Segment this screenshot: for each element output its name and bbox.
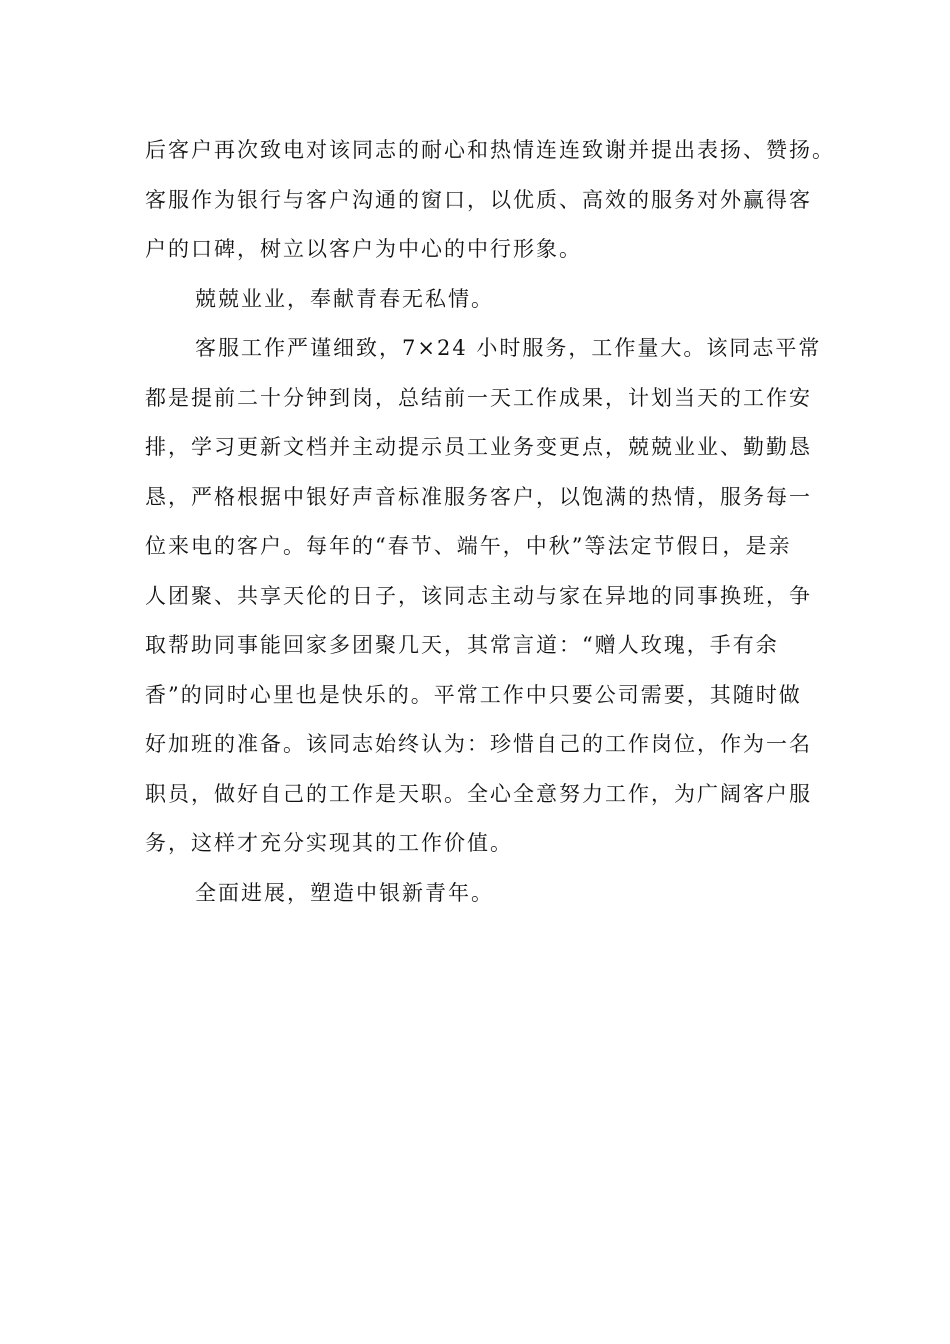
text-line: 好加班的准备。该同志始终认为：珍惜自己的工作岗位，作为一名	[145, 732, 812, 756]
text-line: 人团聚、共享天伦的日子，该同志主动与家在异地的同事换班，争	[145, 583, 812, 608]
text-line: 取帮助同事能回家多团聚几天，其常言道：“赠人玫瑰，手有余	[145, 633, 779, 657]
text-line: 户的口碑，树立以客户为中心的中行形象。	[145, 237, 582, 261]
text-line: 客服作为银行与客户沟通的窗口，以优质、高效的服务对外赢得客	[145, 187, 812, 212]
text-line: 位来电的客户。每年的“春节、端午，中秋”等法定节假日，是亲	[145, 534, 792, 558]
text-line: 恳，严格根据中银好声音标准服务客户，以饱满的热情，服务每一	[145, 484, 812, 509]
text-line: 都是提前二十分钟到岗，总结前一天工作成果，计划当天的工作安	[145, 385, 812, 410]
text-line: 职员，做好自己的工作是天职。全心全意努力工作，为广阔客户服	[145, 781, 812, 806]
text-line: 务，这样才充分实现其的工作价值。	[145, 831, 513, 855]
document-body	[145, 126, 835, 918]
text-line: 后客户再次致电对该同志的耐心和热情连连致谢并提出表扬、赞扬。	[145, 138, 835, 162]
section-heading: 兢兢业业，奉献青春无私情。	[195, 286, 494, 311]
text-line: 排，学习更新文档并主动提示员工业务变更点，兢兢业业、勤勤恳	[145, 435, 812, 459]
text-line: 客服工作严谨细致，7×24 小时服务，工作量大。该同志平常	[195, 336, 822, 360]
text-line: 香”的同时心里也是快乐的。平常工作中只要公司需要，其随时做	[145, 682, 802, 707]
section-heading: 全面进展，塑造中银新青年。	[195, 880, 494, 905]
